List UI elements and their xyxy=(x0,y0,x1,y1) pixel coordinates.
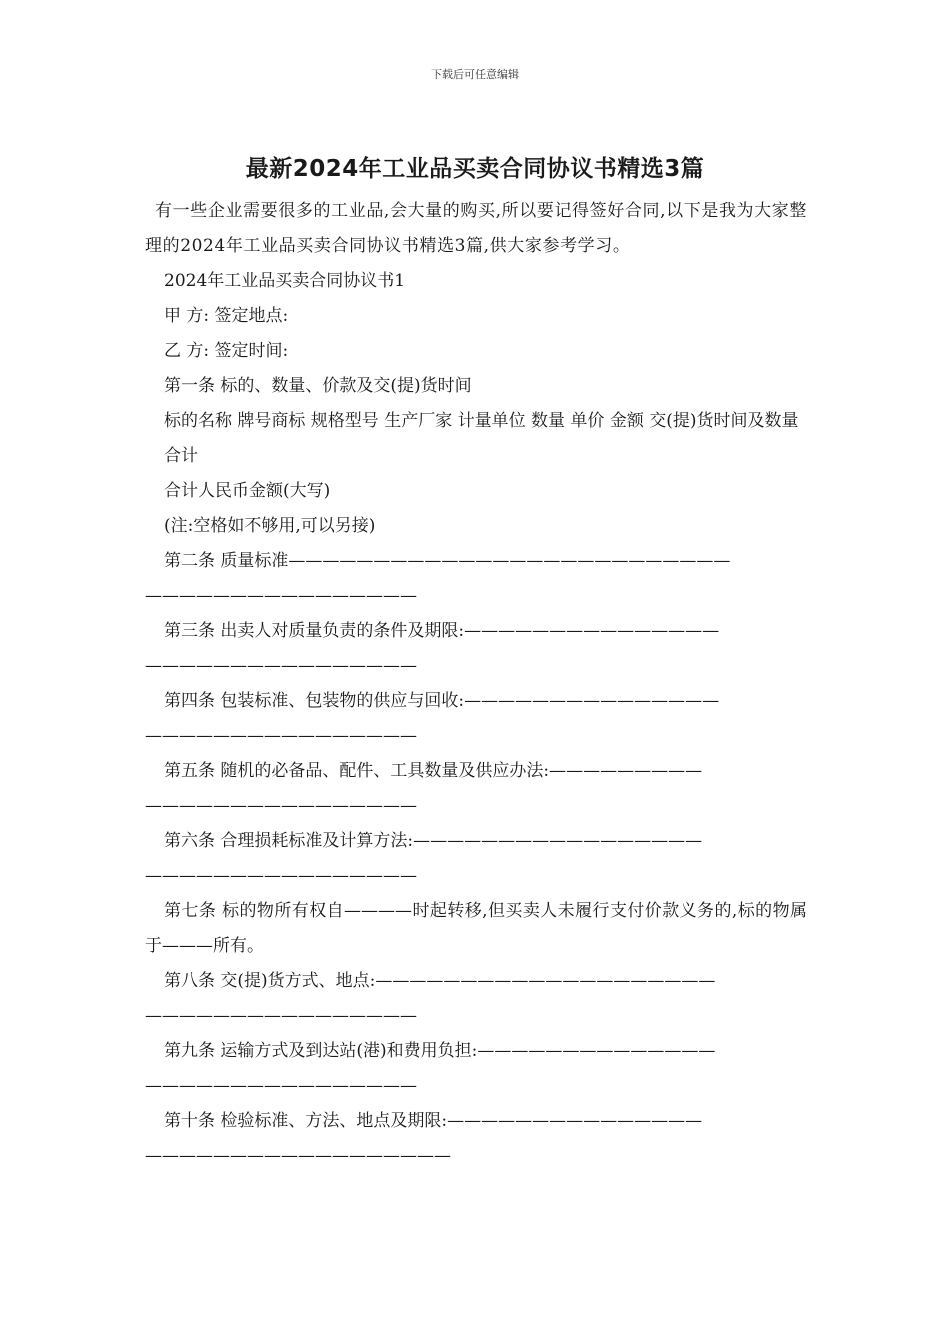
total-amount-line: 合计人民币金额(大写) xyxy=(164,481,331,501)
clause-7: 第七条 标的物所有权自————时起转移,但买卖人未履行支付价款义务的,标的物属于———所有。 xyxy=(145,901,807,956)
clause-9: 第九条 运输方式及到达站(港)和费用负担:—————————————— ———————————————— xyxy=(145,1041,716,1096)
clause-8: 第八条 交(提)货方式、地点:———————————————————— ———————————————— xyxy=(145,971,716,1026)
clause-5: 第五条 随机的必备品、配件、工具数量及供应办法:————————— ———————————————— xyxy=(145,761,703,816)
clause-2: 第二条 质量标准—————————————————————————— ———————————————— xyxy=(145,551,731,606)
note-line: (注:空格如不够用,可以另接) xyxy=(164,516,376,536)
clause-4: 第四条 包装标准、包装物的供应与回收:——————————————— ———————————————— xyxy=(145,691,720,746)
party-b-line: 乙 方: 签定时间: xyxy=(164,341,289,361)
document-title: 最新2024年工业品买卖合同协议书精选3篇 xyxy=(245,156,705,182)
document-body xyxy=(145,194,807,1174)
clause-3: 第三条 出卖人对质量负责的条件及期限:——————————————— ———————————————— xyxy=(145,621,720,676)
clause-6: 第六条 合理损耗标准及计算方法:————————————————— ———————————————— xyxy=(145,831,703,886)
intro-paragraph: 有一些企业需要很多的工业品,会大量的购买,所以要记得签好合同,以下是我为大家整理的2024年工业品买卖合同协议书精选3篇,供大家参考学习。 xyxy=(145,201,807,256)
clause-10: 第十条 检验标准、方法、地点及期限:——————————————— —————————————————— xyxy=(145,1111,703,1166)
header-note: 下载后可任意编辑 xyxy=(431,68,519,81)
table-columns-line: 标的名称 牌号商标 规格型号 生产厂家 计量单位 数量 单价 金额 交(提)货时间及数量 xyxy=(164,411,799,431)
party-a-line: 甲 方: 签定地点: xyxy=(164,306,289,326)
total-line: 合计 xyxy=(164,446,198,466)
section-heading: 2024年工业品买卖合同协议书1 xyxy=(164,271,406,291)
clause-1: 第一条 标的、数量、价款及交(提)货时间 xyxy=(164,376,472,396)
